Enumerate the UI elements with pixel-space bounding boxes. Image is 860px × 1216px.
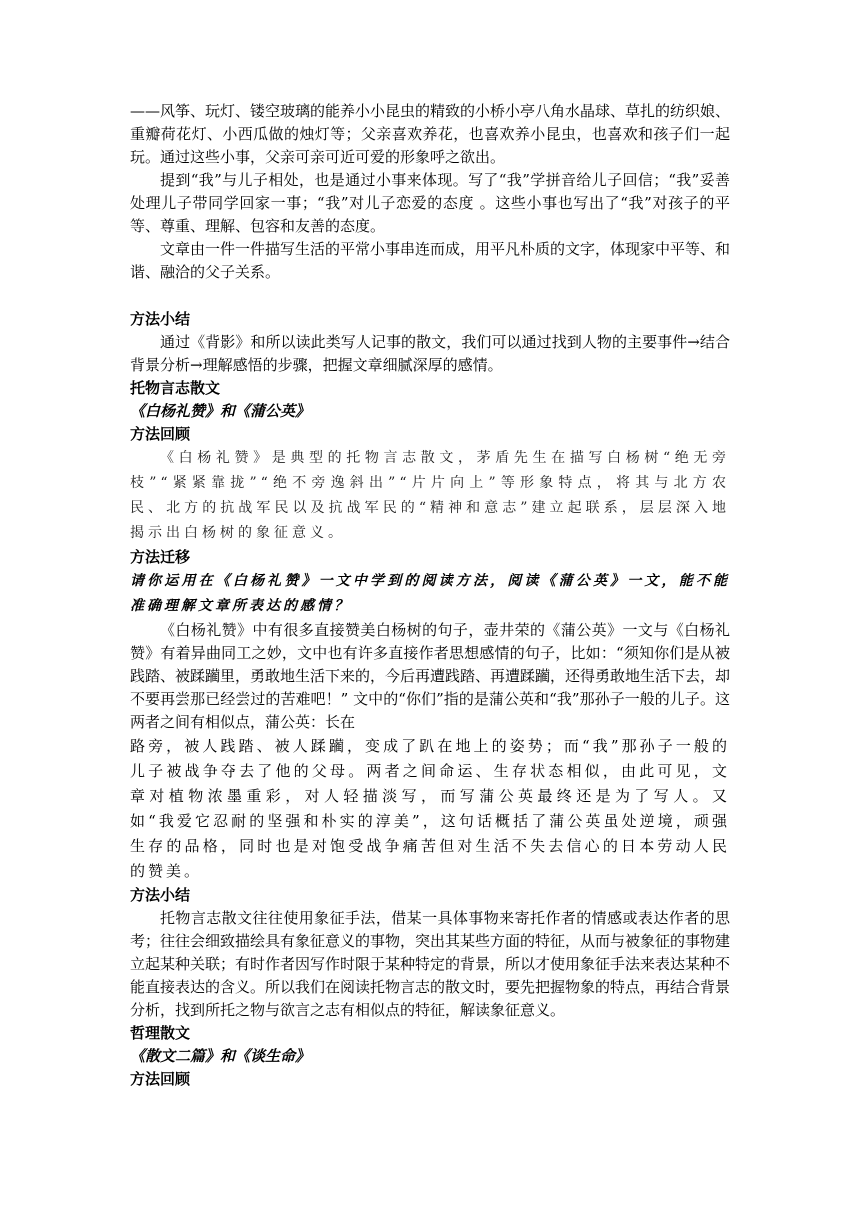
heading-method-summary: 方法小结 — [130, 886, 191, 904]
section-subtitle: 《白杨礼赞》和《蒲公英》 — [130, 402, 311, 420]
paragraph: 《白杨礼赞》中有很多直接赞美白杨树的句子，壶井荣的《蒲公英》一文与《白杨礼赞》有着异曲同工之妙，文中也有许多直接作者思想感情的句子，比如：“须知你们是从被践踏、被蹂躏里，勇敢地生活下来的，今后再遭践踏、再遭蹂躏，还得勇敢地生活下去，却不要再尝那已经尝过的苦难吧！” 文中的“你们”指的是蒲公英和“我”那孙子一般的儿子。这两者之间有相似点，蒲公英：长在 — [130, 621, 731, 731]
section-title: 托物言志散文 — [130, 379, 221, 397]
section-subtitle: 《散文二篇》和《谈生命》 — [130, 1047, 311, 1065]
heading-method-transfer: 方法迁移 — [130, 548, 191, 566]
document-page — [130, 100, 730, 1091]
section-title: 哲理散文 — [130, 1024, 191, 1042]
heading-method-summary: 方法小结 — [130, 310, 191, 328]
paragraph: 托物言志散文往往使用象征手法，借某一具体事物来寄托作者的情感或表达作者的思考；往往会细致描绘具有象征意义的事物，突出其某些方面的特征，从而与被象征的事物建立起某种关联；有时作者因写作时限于某种特定的背景，所以才使用象征手法来表达某种不能直接表达的含义。所以我们在阅读托物言志的散文时，要先把握物象的特点，再结合背景分析，找到所托之物与欲言之志有相似点的特征，解读象征意义。 — [130, 909, 731, 1019]
paragraph: 提到“我”与儿子相处，也是通过小事来体现。写了“我”学拼音给儿子回信；“我”妥善处理儿子带同学回家一事；“我”对儿子恋爱的态度 。这些小事也写出了“我”对孩子的平等、尊重、理解、包容和友善的态度。 — [130, 171, 730, 235]
heading-method-review: 方法回顾 — [130, 425, 191, 443]
paragraph: 通过《背影》和所以读此类写人记事的散文，我们可以通过找到人物的主要事件→结合背景分析→理解感悟的步骤，把握文章细腻深厚的感情。 — [130, 333, 730, 374]
paragraph: 《白杨礼赞》是典型的托物言志散文，茅盾先生在描写白杨树“绝无旁枝”“紧紧靠拢”“绝不旁逸斜出”“片片向上”等形象特点，将其与北方农民、北方的抗战军民以及抗战军民的“精神和意志”建立起联系，层层深入地揭示出白杨树的象征意义。 — [130, 450, 730, 541]
paragraph: 文章由一件一件描写生活的平常小事串连而成，用平凡朴质的文字，体现家中平等、和谐、融洽的父子关系。 — [130, 240, 731, 281]
paragraph: 路旁，被人践踏、被人蹂躏，变成了趴在地上的姿势；而“我”那孙子一般的儿子被战争夺去了他的父母。两者之间命运、生存状态相似，由此可见，文章对植物浓墨重彩，对人轻描淡写，而写蒲公英最终还是为了写人。又如“我爱它忍耐的坚强和朴实的淳美”，这句话概括了蒲公英虽处逆境，顽强生存的品格，同时也是对饱受战争痛苦但对生活不失去信心的日本劳动人民的赞美。 — [130, 737, 730, 880]
heading-method-review: 方法回顾 — [130, 1070, 191, 1088]
paragraph: ——风筝、玩灯、镂空玻璃的能养小小昆虫的精致的小桥小亭八角水晶球、草扎的纺织娘、重瓣荷花灯、小西瓜做的烛灯等；父亲喜欢养花，也喜欢养小昆虫，也喜欢和孩子们一起玩。通过这些小事，父亲可亲可近可爱的形象呼之欲出。 — [130, 102, 731, 166]
question: 请你运用在《白杨礼赞》一文中学到的阅读方法，阅读《蒲公英》一文，能不能准确理解文章所表达的感情？ — [130, 573, 730, 614]
